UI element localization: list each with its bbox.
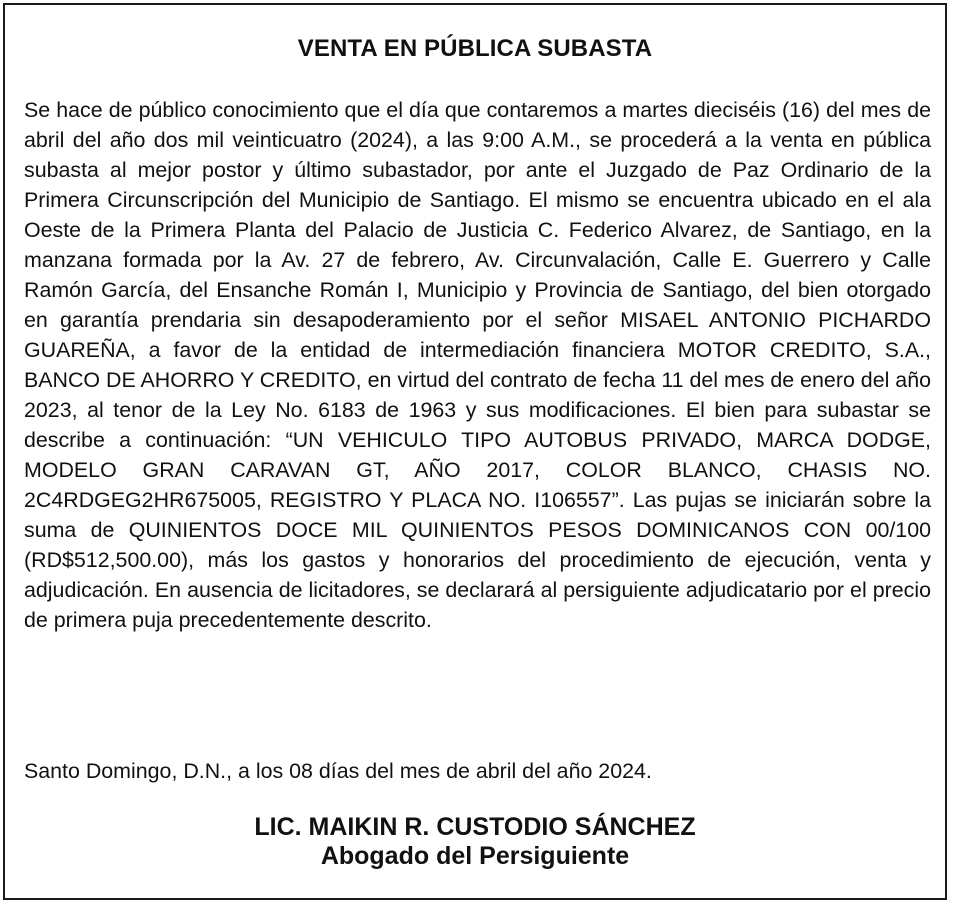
- notice-frame: [3, 3, 947, 900]
- notice-title: VENTA EN PÚBLICA SUBASTA: [297, 35, 653, 62]
- signer-role: Abogado del Persiguiente: [320, 842, 630, 870]
- signer-name: LIC. MAIKIN R. CUSTODIO SÁNCHEZ: [254, 813, 696, 841]
- notice-closing-date: Santo Domingo, D.N., a los 08 días del mes de abril del año 2024.: [24, 759, 652, 783]
- notice-body: Se hace de público conocimiento que el día que contaremos a martes dieciséis (16) del mes de abril del año dos mil veinticuatro (2024), a las 9:00 A.M., se procederá a la venta en pública subasta al mejor postor y último subastador, por ante el Juzgado de Paz Ordinario de la Primera Circunscripción del Municipio de Santiago. El mismo se encuentra ubicado en el ala Oeste de la Primera Planta del Palacio de Justicia C. Federico Alvarez, de Santiago, en la manzana formada por la Av. 27 de febrero, Av. Circunvalación, Calle E. Guerrero y Calle Ramón García, del Ensanche Román I, Municipio y Provincia de Santiago, del bien otorgado en garantía prendaria sin desapoderamiento por el señor MISAEL ANTONIO PICHARDO GUAREÑA, a favor de la entidad de intermediación financiera MOTOR CREDITO, S.A., BANCO DE AHORRO Y CREDITO, en virtud del contrato de fecha 11 del mes de enero del año 2023, al tenor de la Ley No. 6183 de 1963 y sus modificaciones. El bien para subastar se describe a continuación: “UN VEHICULO TIPO AUTOBUS PRIVADO, MARCA DODGE, MODELO GRAN CARAVAN GT, AÑO 2017, COLOR BLANCO, CHASIS NO. 2C4RDGEG2HR675005, REGISTRO Y PLACA NO. I106557”. Las pujas se iniciarán sobre la suma de QUINIENTOS DOCE MIL QUINIENTOS PESOS DOMINICANOS CON 00/100 (RD$512,500.00), más los gastos y honorarios del procedimiento de ejecución, venta y adjudicación. En ausencia de licitadores, se declarará al persiguiente adjudicatario por el precio de primera puja precedentemente descrito.: [24, 98, 931, 632]
